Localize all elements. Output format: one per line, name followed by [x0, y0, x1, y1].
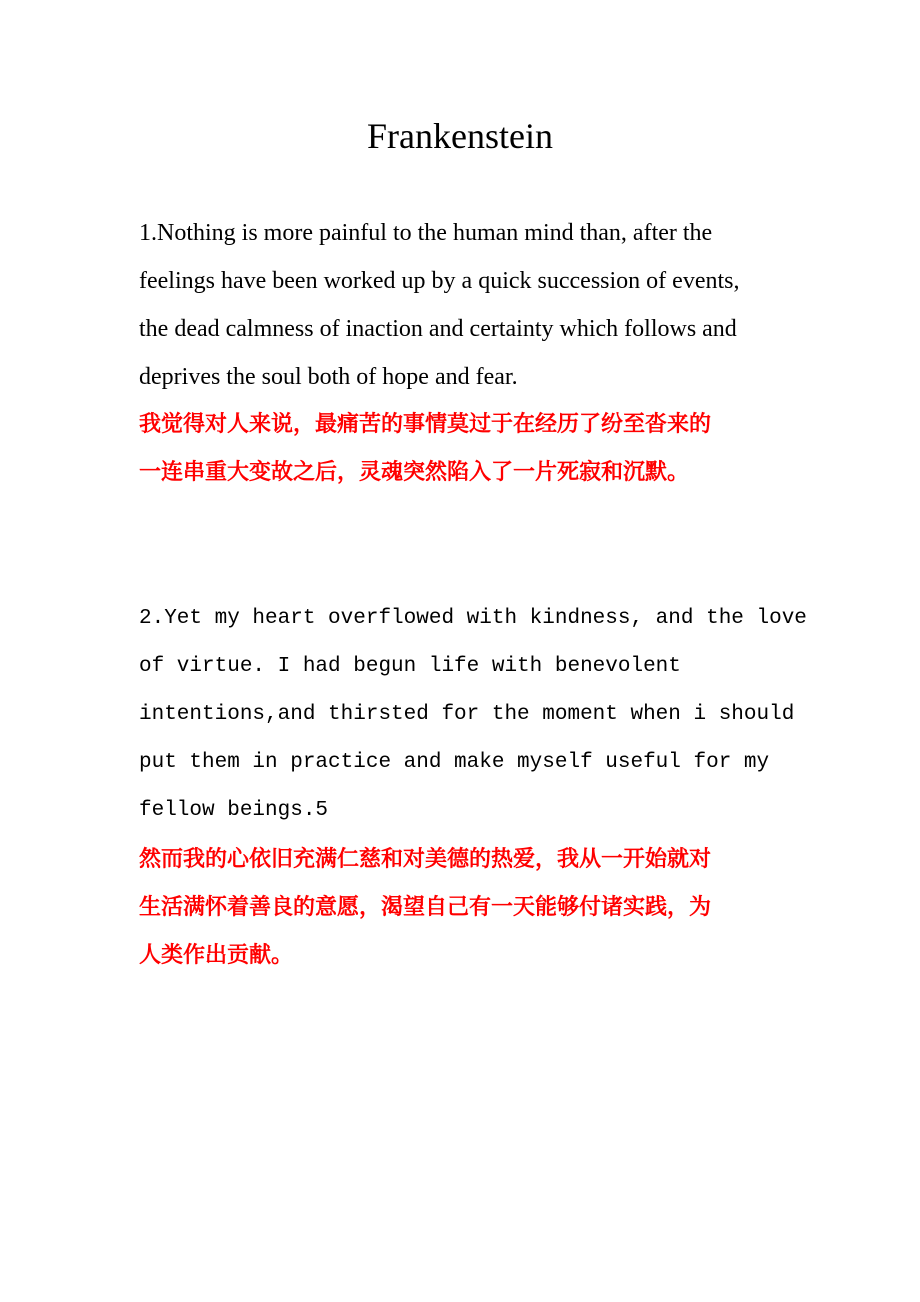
passage-1-chinese-line: 我觉得对人来说，最痛苦的事情莫过于在经历了纷至沓来的: [139, 412, 712, 437]
passage-2-chinese: [139, 836, 789, 980]
passage-2-chinese-line: 然而我的心依旧充满仁慈和对美德的热爱，我从一开始就对: [139, 847, 712, 872]
passage-1-english-line: deprives the soul both of hope and fear.: [139, 364, 518, 390]
passage-2-english: [139, 595, 807, 835]
passage-2-english-line: 2.Yet my heart overflowed with kindness, and the love: [139, 607, 807, 630]
passage-1-english-line: 1.Nothing is more painful to the human mind than, after the: [139, 220, 713, 246]
passage-2-english-line: fellow beings.5: [139, 799, 329, 822]
passage-1-english-line: the dead calmness of inaction and certainty which follows and: [139, 316, 737, 342]
passage-1-chinese-line: 一连串重大变故之后，灵魂突然陷入了一片死寂和沉默。: [139, 460, 690, 485]
passage-1-chinese: [139, 401, 789, 497]
passage-2-english-line: of virtue. I had begun life with benevolent: [139, 655, 681, 678]
passage-1-english: [139, 209, 789, 401]
passage-2-chinese-line: 人类作出贡献。: [139, 943, 294, 968]
passage-1-english-line: feelings have been worked up by a quick succession of events,: [139, 268, 740, 294]
document-title: Frankenstein: [367, 116, 553, 156]
passage-2-english-line: intentions,and thirsted for the moment when i should: [139, 703, 795, 726]
passage-2-english-line: put them in practice and make myself useful for my: [139, 751, 770, 774]
passage-2-chinese-line: 生活满怀着善良的意愿，渴望自己有一天能够付诸实践，为: [139, 895, 712, 920]
